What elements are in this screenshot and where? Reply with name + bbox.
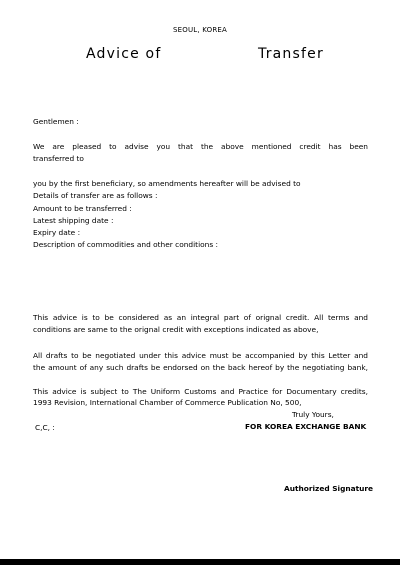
field-shipping-date: Latest shipping date : — [33, 216, 114, 225]
title-transfer: Transfer — [258, 46, 324, 62]
para2-line-1: All drafts to be negotiated under this advice must be accompanied by this Letter and — [33, 351, 368, 360]
para2-line-2: the amount of any such drafts be endorsed on the back hereof by the negotiating bank, — [33, 363, 368, 372]
location-header: SEOUL, KOREA — [172, 26, 228, 34]
field-amount: Amount to be transferred : — [33, 204, 132, 213]
para3-line-2: 1993 Revision, International Chamber of Commerce Publication No, 500, — [33, 398, 302, 407]
field-description: Description of commodities and other conditions : — [33, 240, 219, 249]
closing-truly-yours: Truly Yours, — [292, 410, 334, 419]
authorized-signature: Authorized Signature — [284, 484, 374, 493]
intro-line-1: We are pleased to advise you that the above mentioned credit has been — [33, 142, 368, 151]
para3-line-1: This advice is subject to The Uniform Customs and Practice for Documentary credits, — [33, 387, 368, 396]
field-expiry-date: Expiry date : — [33, 228, 81, 237]
cc-label: C,C, : — [35, 423, 55, 432]
para1-line-2: conditions are same to the orignal credit with exceptions indicated as above, — [33, 325, 319, 334]
bank-name: FOR KOREA EXCHANGE BANK — [245, 422, 367, 431]
salutation: Gentlemen : — [33, 117, 79, 126]
intro-line-2: transferred to — [33, 154, 84, 163]
para1-line-1: This advice is to be considered as an integral part of orignal credit. All terms and — [33, 313, 368, 322]
title-advice-of: Advice of — [86, 46, 162, 62]
intro-line-3: you by the first beneficiary, so amendments hereafter will be advised to — [33, 179, 301, 188]
bottom-border — [0, 559, 400, 565]
details-heading: Details of transfer are as follows : — [33, 191, 158, 200]
